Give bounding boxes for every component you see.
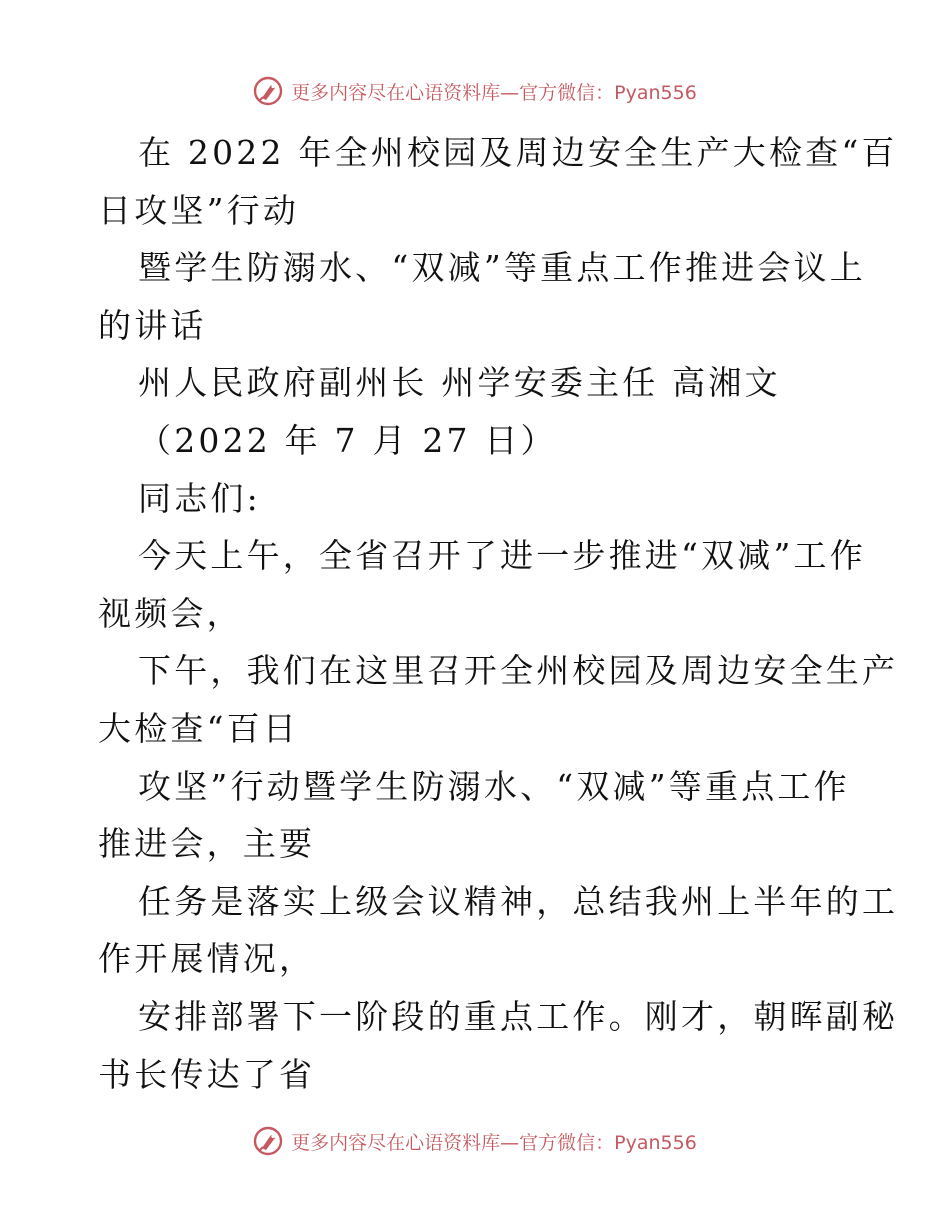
document-body [98,124,899,1103]
body-line: 大检查“百日 [98,708,300,748]
body-line: 任务是落实上级会议精神，总结我州上半年的工 [138,881,899,921]
body-line: 推进会，主要 [98,824,316,864]
pen-nib-logo-icon [253,76,283,106]
title-line-3: 暨学生防溺水、“双减”等重点工作推进会议上 [138,248,866,288]
body-line: 下午，我们在这里召开全州校园及周边安全生产 [138,651,899,691]
body-line: 今天上午，全省召开了进一步推进“双减”工作 [138,536,866,576]
body-line: 视频会， [98,593,243,633]
pen-nib-logo-icon [253,1126,283,1156]
title-line-1: 在 2022 年全州校园及周边安全生产大检查“百 [138,133,898,172]
speaker-line: 州人民政府副州长 州学安委主任 高湘文 [138,363,781,403]
watermark-text: 更多内容尽在心语资料库—官方微信：Pyan556 [291,1131,697,1154]
body-line: 书长传达了省 [98,1054,316,1094]
body-line: 攻坚”行动暨学生防溺水、“双减”等重点工作 [138,766,850,806]
title-line-4: 的讲话 [98,305,207,345]
date-line: （2022 年 7 月 27 日） [138,420,557,460]
header-watermark [0,71,950,111]
salutation-line: 同志们: [138,478,261,518]
footer-watermark [0,1121,950,1161]
watermark-text: 更多内容尽在心语资料库—官方微信：Pyan556 [291,81,697,104]
body-line: 安排部署下一阶段的重点工作。刚才，朝晖副秘 [138,996,899,1036]
body-line: 作开展情况， [98,939,316,979]
title-line-2: 日攻坚”行动 [98,190,300,230]
